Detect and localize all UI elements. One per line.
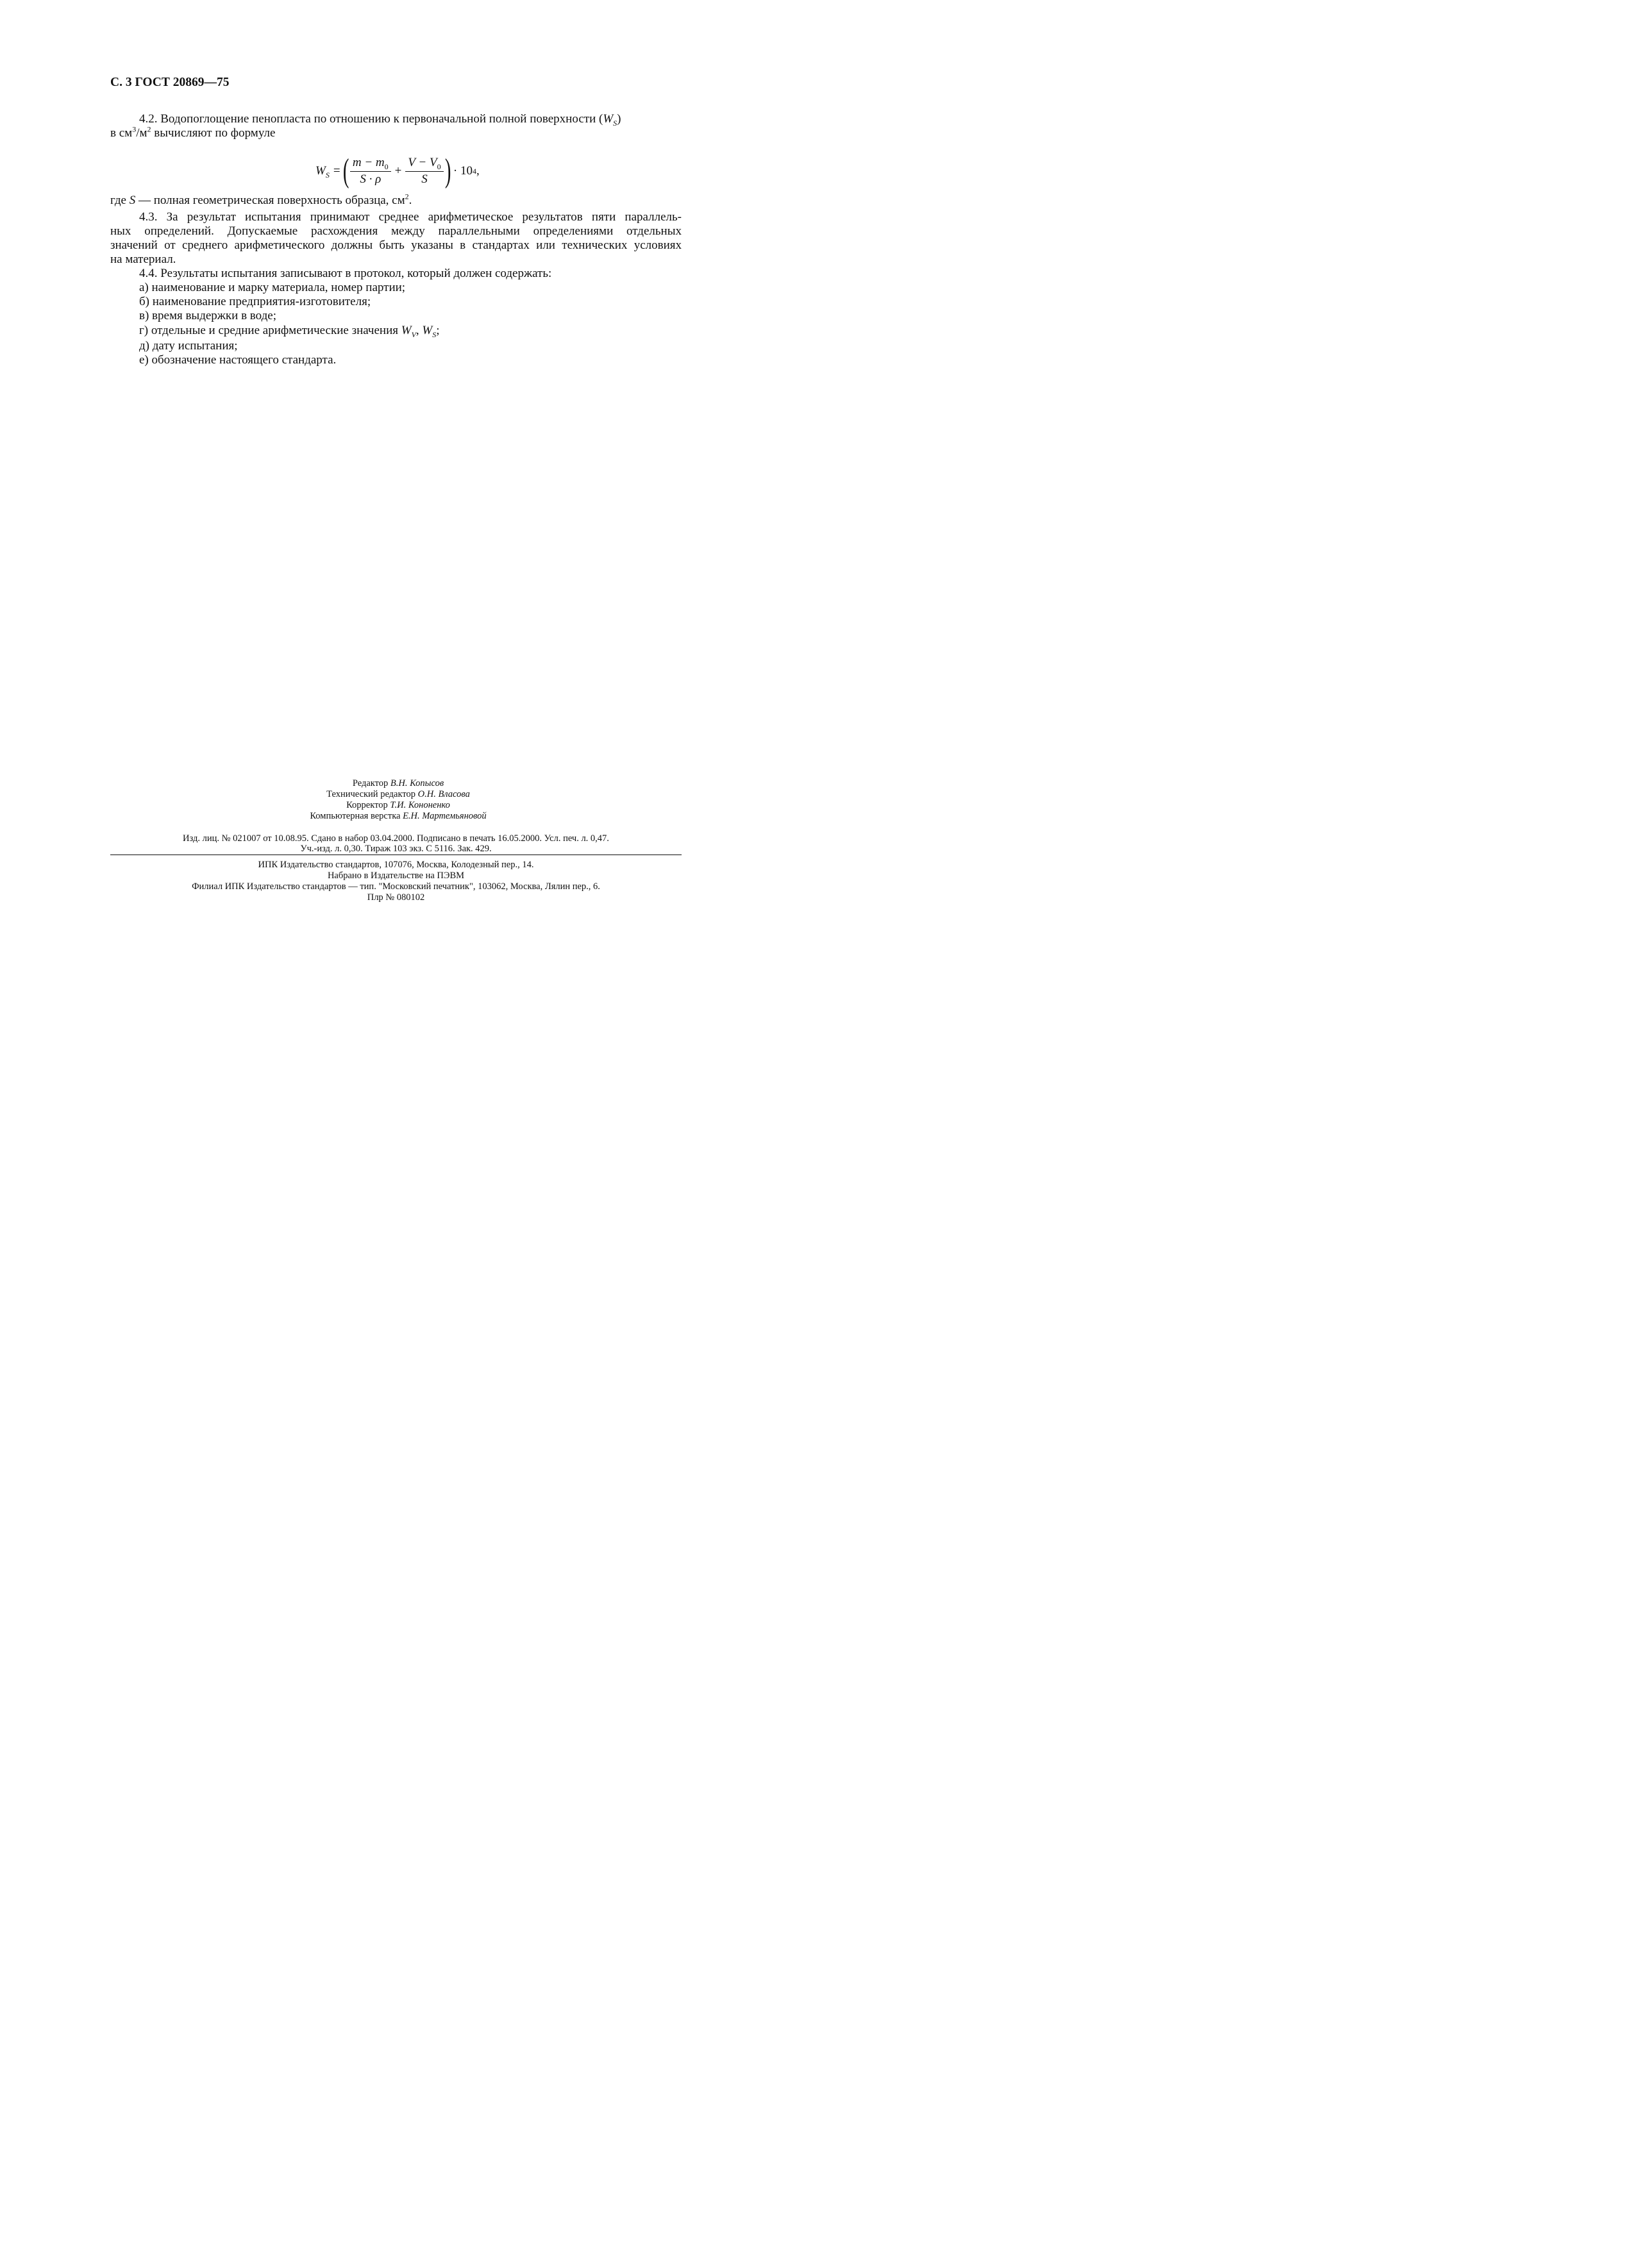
sub-v: V [411,329,416,339]
units-text: в см [110,126,133,140]
list-item-e: е) обозначение настоящего стандарта. [139,353,337,367]
list-item-g-text: г) отдельные и средние арифметические значения [139,324,401,337]
formula-plus: + [394,164,402,178]
var-w: W [603,112,614,126]
credit-layout-name: Е.Н. Мартемьяновой [403,811,487,821]
credit-editor-label: Редактор [352,778,390,788]
formula-equals: = [333,164,340,178]
publisher-line1: ИПК Издательство стандартов, 107076, Москва, Колодезный пер., 14. [258,860,534,870]
credit-corrector [337,799,459,811]
units-text-mid: /м [136,126,147,140]
formula-comma: , [476,164,480,178]
where-end: . [408,194,412,207]
formula-paren-close: ) [444,153,451,189]
sub-s2: S [432,329,437,339]
publisher-line3: Филиал ИПК Издательство стандартов — тип. "Московский печатник", 103062, Москва, Лялин пер., 6. [192,881,600,892]
credit-editor-name: В.Н. Копысов [390,778,444,788]
credit-corrector-name: Т.И. Кононенко [390,800,450,810]
section-4-3-line3: значений от среднего арифметического должны быть указаны в стандартах или технических условиях [110,238,682,252]
list-item-d: д) дату испытания; [139,339,238,353]
credit-tech-editor [315,788,481,800]
where-post: — полная геометрическая поверхность образца, см [135,194,405,207]
var-ws: W [422,324,433,337]
where-pre: где [110,194,130,207]
section-4-4-intro: 4.4. Результаты испытания записывают в протокол, который должен содержать: [139,267,552,280]
page-header: С. 3 ГОСТ 20869—75 [110,76,230,89]
section-4-3-line1: 4.3. За результат испытания принимают среднее арифметическое результатов пяти параллель- [139,210,682,224]
section-4-2-line1 [139,112,621,126]
list-item-g [139,324,440,338]
formula-paren-open: ( [342,153,349,189]
units-sup2: 2 [147,124,151,134]
formula-fraction-1 [350,156,391,187]
var-wv: W [401,324,412,337]
fraction-2-numerator: V − V [408,156,437,169]
section-4-3-line4: на материал. [110,253,176,266]
where-sup: 2 [405,192,409,201]
fraction-1-denominator: S · ρ [360,172,382,186]
credit-editor [346,778,450,789]
fraction-2-sub: 0 [437,162,441,171]
list-item-b: б) наименование предприятия-изготовителя; [139,295,371,308]
where-definition [110,194,412,208]
separator: , [415,324,423,337]
section-4-2-text: 4.2. Водопоглощение пенопласта по отношению к первоначальной полной поверхности ( [139,112,603,126]
fraction-2-denominator: S [421,172,428,186]
credit-tech-editor-name: О.Н. Власова [417,789,470,799]
section-4-3-line2: ных определений. Допускаемые расхождения между параллельными определениями отдельных [110,224,682,238]
list-item-g-end: ; [436,324,440,337]
fraction-1-sub: 0 [384,162,389,171]
sub-s: S [613,118,617,128]
list-item-a: а) наименование и марку материала, номер партии; [139,281,406,294]
publisher-line4: Плр № 080102 [367,892,425,903]
publication-line1: Изд. лиц. № 021007 от 10.08.95. Сдано в набор 03.04.2000. Подписано в печать 16.05.2000. Усл. печ. л. 0,47. [183,833,609,844]
publication-line2: Уч.-изд. л. 0,30. Тираж 103 экз. С 5116. Зак. 429. [300,844,492,854]
credit-tech-editor-label: Технический редактор [326,789,418,799]
credit-layout [295,810,501,822]
formula-fraction-2 [405,156,443,187]
formula-ws: $W_S$ = ( $\frac{m - m_0}{S \cdot \rho}$ + $\frac{V - V_0}{S}$ ) · 10 4 , [315,153,480,189]
formula-lhs-sub: S [325,170,330,179]
where-var: S [129,194,136,207]
credit-layout-label: Компьютерная верстка [310,811,403,821]
formula-factor: · 10 [453,164,473,178]
credit-corrector-label: Корректор [346,800,390,810]
section-4-2-line2 [110,126,275,140]
paren-close: ) [617,112,621,126]
fraction-1-numerator: m − m [352,156,385,169]
list-item-v: в) время выдержки в воде; [139,309,276,322]
publisher-line2: Набрано в Издательстве на ПЭВМ [327,871,465,881]
units-text-end: вычисляют по формуле [151,126,276,140]
units-sup: 3 [132,124,137,134]
formula-lhs: W [315,164,326,178]
